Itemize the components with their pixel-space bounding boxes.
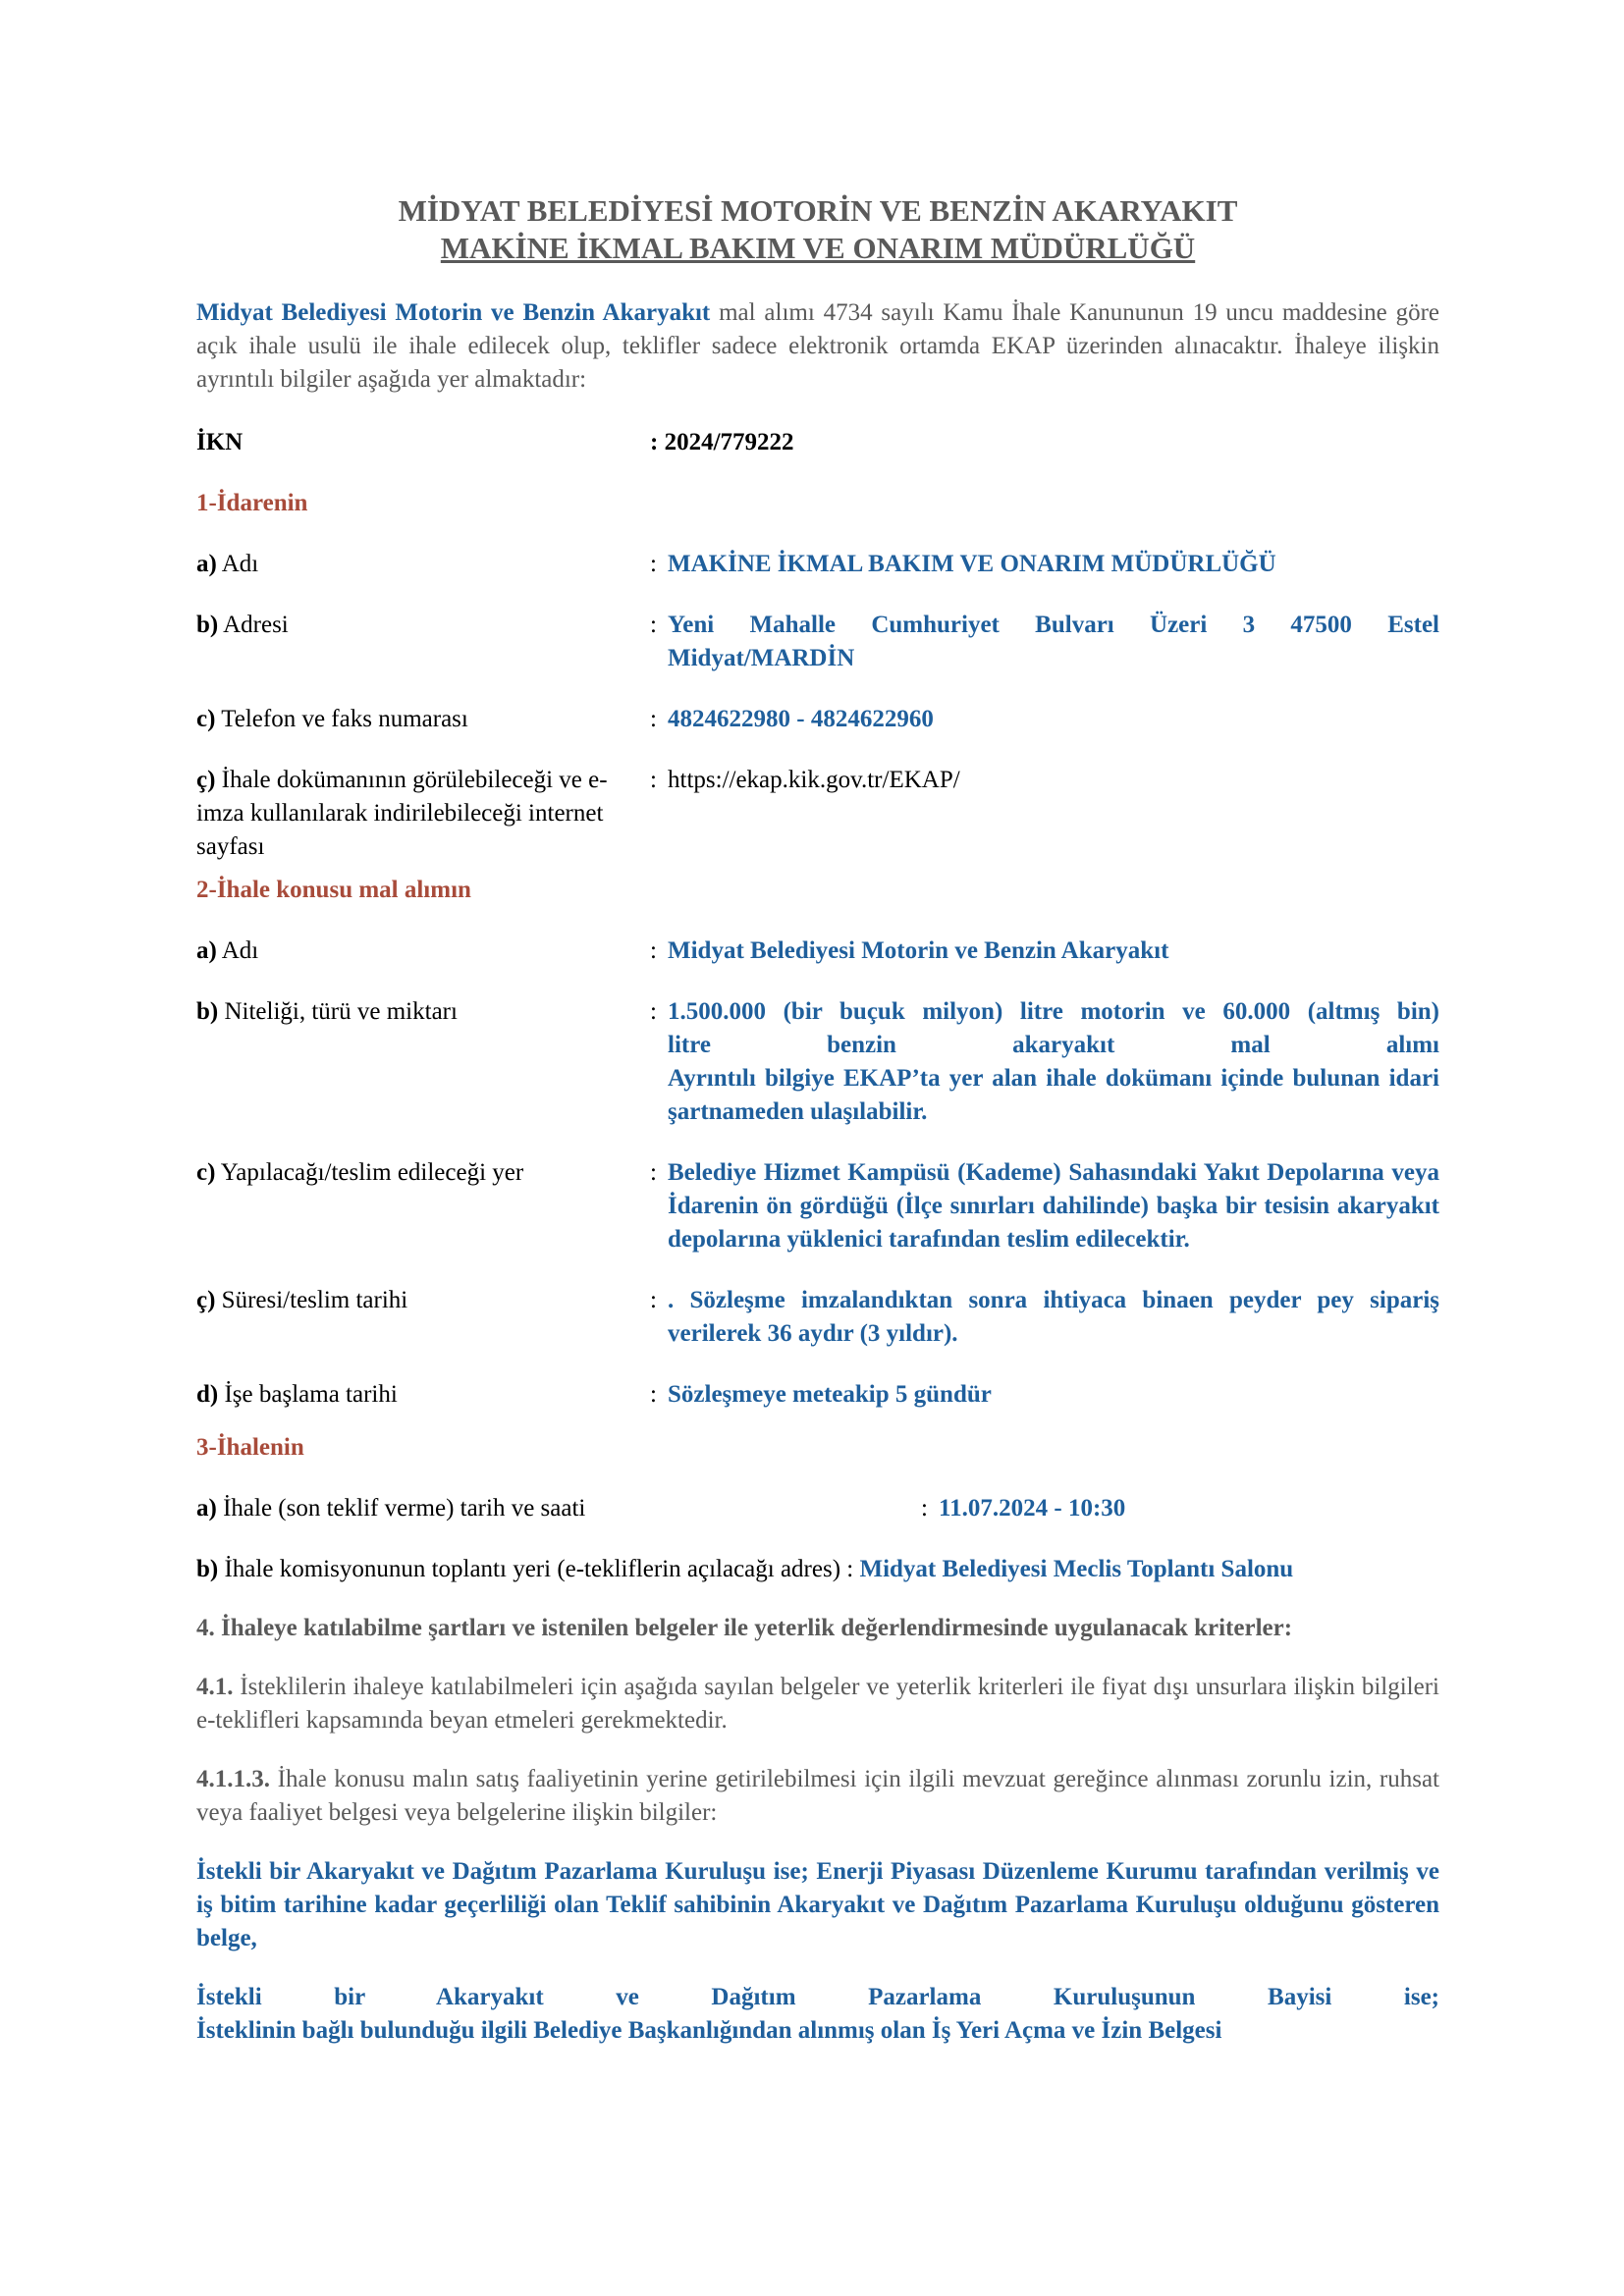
mal-quantity-row: b) Niteliği, türü ve miktarı : 1.500.000 (bir buçuk milyon) litre motorin ve 60.000 (altmış bin) litre benzin akaryakıt mal alımı Ayrıntılı bilgiye EKAP’ta yer alan ihale dokümanı içinde bulunan idari şartnameden ulaşılabilir. (196, 995, 1439, 1129)
title-line-2: MAKİNE İKMAL BAKIM VE ONARIM MÜDÜRLÜĞÜ (440, 231, 1196, 265)
idare-name-label: a) Adı (196, 551, 259, 577)
start-date-value: Sözleşmeye meteakip 5 gündür (668, 1381, 992, 1408)
meeting-place-row: b) İhale komisyonunun toplantı yeri (e-tekliflerin açılacağı adres) : Midyat Belediyesi Meclis Toplantı Salonu (196, 1556, 1294, 1582)
idare-address-row: b) Adresi : Yeni Mahalle Cumhuriyet Bulvarı Üzeri 3 47500 Estel Midyat/MARDİN (196, 609, 1439, 675)
intro-paragraph (196, 296, 1439, 397)
idare-website-label: ç) İhale dokümanının görülebileceği ve e-imza kullanılarak indirilebileceği internet sayfası (196, 767, 608, 860)
meeting-place-label: İhale komisyonunun toplantı yeri (e-tekliflerin açılacağı adres) : (218, 1556, 860, 1582)
delivery-place-label: c) Yapılacağı/teslim edileceği yer (196, 1159, 524, 1186)
mal-name-row: a) Adı : Midyat Belediyesi Motorin ve Benzin Akaryakıt (196, 934, 1439, 968)
ikn-label: İKN (196, 429, 244, 455)
section-4-heading: 4. İhaleye katılabilme şartları ve istenilen belgeler ile yeterlik değerlendirmesinde uygulanacak kriterler: (196, 1615, 1293, 1641)
delivery-place-row: c) Yapılacağı/teslim edileceği yer : Belediye Hizmet Kampüsü (Kademe) Sahasındaki Yakıt Depolarına veya İdarenin ön gördüğü (İlçe sınırları dahilinde) başka bir tesisin akaryakıt depolarına yüklenici tarafından teslim edilecektir. (196, 1156, 1439, 1256)
idare-name-row: a) Adı : MAKİNE İKMAL BAKIM VE ONARIM MÜDÜRLÜĞÜ (196, 548, 1439, 581)
tender-date-label: a) İhale (son teklif verme) tarih ve saati (196, 1495, 586, 1522)
tender-date-row: a) İhale (son teklif verme) tarih ve saati : 11.07.2024 - 10:30 (196, 1492, 1439, 1525)
mal-name-label: a) Adı (196, 937, 259, 964)
idare-phone-row: c) Telefon ve faks numarası : 4824622980 - 4824622960 (196, 703, 1439, 736)
idare-name-value: MAKİNE İKMAL BAKIM VE ONARIM MÜDÜRLÜĞÜ (668, 551, 1276, 577)
section-2-heading: 2-İhale konusu mal alımın (196, 877, 471, 903)
idare-address-value: Yeni Mahalle Cumhuriyet Bulvarı Üzeri 3 47500 Estel Midyat/MARDİN (668, 612, 1439, 671)
idare-website-row: ç) İhale dokümanının görülebileceği ve e-imza kullanılarak indirilebileceği internet sayfası : https://ekap.kik.gov.tr/EKAP/ (196, 764, 1439, 864)
start-date-row: d) İşe başlama tarihi : Sözleşmeye meteakip 5 gündür (196, 1378, 1439, 1412)
document-title (196, 192, 1439, 267)
idare-address-label: b) Adresi (196, 612, 289, 638)
requirement-dealer: İstekli bir Akaryakıt ve Dağıtım Pazarlama Kuruluşunun Bayisi ise; İsteklinin bağlı bulunduğu ilgili Belediye Başkanlığından alınmış olan İş Yeri Açma ve İzin Belgesi (196, 1984, 1439, 2044)
title-line-1: MİDYAT BELEDİYESİ MOTORİN VE BENZİN AKARYAKIT (398, 193, 1238, 228)
intro-subject: Midyat Belediyesi Motorin ve Benzin Akaryakıt (196, 299, 711, 326)
duration-row: ç) Süresi/teslim tarihi : . Sözleşme imzalandıktan sonra ihtiyaca binaen peyder pey sipariş verilerek 36 aydır (3 yıldır). (196, 1284, 1439, 1351)
meeting-place-value: Midyat Belediyesi Meclis Toplantı Salonu (859, 1556, 1294, 1582)
document-page (196, 192, 1439, 2048)
clause-4-1: 4.1. İsteklilerin ihaleye katılabilmeleri için aşağıda sayılan belgeler ve yeterlik kriterleri ile fiyat dışı unsurlara ilişkin bilgileri e-teklifleri kapsamında beyan etmeleri gerekmektedir. (196, 1674, 1439, 1734)
mal-quantity-value: 1.500.000 (bir buçuk milyon) litre motorin ve 60.000 (altmış bin) litre benzin akaryakıt mal alımı Ayrıntılı bilgiye EKAP’ta yer alan ihale dokümanı içinde bulunan idari şartnameden ulaşılabilir. (668, 998, 1439, 1125)
duration-label: ç) Süresi/teslim tarihi (196, 1287, 408, 1313)
delivery-place-value: Belediye Hizmet Kampüsü (Kademe) Sahasındaki Yakıt Depolarına veya İdarenin ön gördüğü (İlçe sınırları dahilinde) başka bir tesisin akaryakıt depolarına yüklenici tarafından teslim edilecektir. (668, 1159, 1439, 1253)
idare-phone-label: c) Telefon ve faks numarası (196, 706, 468, 732)
mal-quantity-label: b) Niteliği, türü ve miktarı (196, 998, 458, 1025)
duration-value: . Sözleşme imzalandıktan sonra ihtiyaca binaen peyder pey sipariş verilerek 36 aydır (3 yıldır). (668, 1287, 1439, 1347)
requirement-distributor: İstekli bir Akaryakıt ve Dağıtım Pazarlama Kuruluşu ise; Enerji Piyasası Düzenleme Kurumu tarafından verilmiş ve iş bitim tarihine kadar geçerliliği olan Teklif sahibinin Akaryakıt ve Dağıtım Pazarlama Kuruluşu olduğunu gösteren belge, (196, 1858, 1439, 1951)
section-1-heading: 1-İdarenin (196, 490, 308, 516)
mal-name-value: Midyat Belediyesi Motorin ve Benzin Akaryakıt (668, 937, 1169, 964)
ikn-value: : 2024/779222 (650, 429, 794, 455)
start-date-label: d) İşe başlama tarihi (196, 1381, 398, 1408)
intro-text: mal alımı 4734 sayılı Kamu İhale Kanununun 19 uncu maddesine göre açık ihale usulü ile ihale edilecek olup, teklifler sadece elektronik ortamda EKAP üzerinden alınacaktır. İhaleye ilişkin ayrıntılı bilgiler aşağıda yer almaktadır: (196, 299, 1439, 393)
ekap-link[interactable]: https://ekap.kik.gov.tr/EKAP/ (668, 767, 960, 793)
ikn-row (196, 426, 1439, 459)
tender-date-value: 11.07.2024 - 10:30 (939, 1495, 1126, 1522)
section-3-heading: 3-İhalenin (196, 1434, 304, 1461)
clause-4-1-1-3: 4.1.1.3. İhale konusu malın satış faaliyetinin yerine getirilebilmesi için ilgili mevzuat gereğince alınması zorunlu izin, ruhsat veya faaliyet belgesi veya belgelerine ilişkin bilgiler: (196, 1766, 1439, 1826)
idare-phone-value: 4824622980 - 4824622960 (668, 706, 934, 732)
